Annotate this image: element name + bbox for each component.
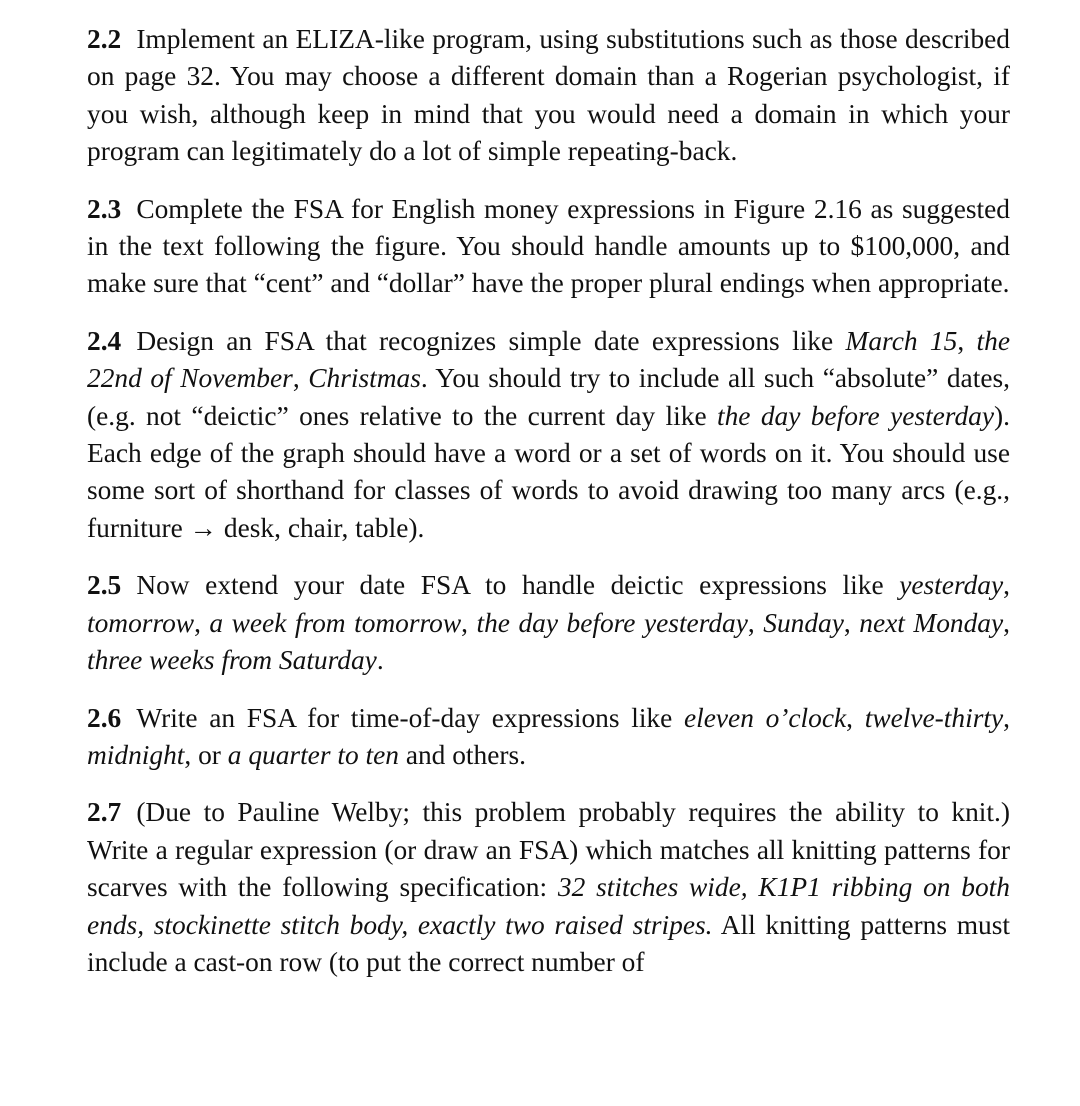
exercise-text: ,	[1003, 702, 1010, 733]
exercise-text: All knitting patterns must include a cast-on row (to put the correct number of	[87, 909, 1010, 977]
exercise-text: ,	[1003, 607, 1010, 638]
exercise-number: 2.7	[87, 797, 122, 828]
example-phrase: midnight	[87, 739, 185, 770]
example-phrase: eleven o’clock	[683, 702, 847, 733]
exercise-text: Now extend your date FSA to handle deictic expressions like	[136, 570, 900, 601]
exercise-text: ,	[747, 607, 764, 638]
exercise-2-5	[87, 567, 1010, 679]
exercise-text: ,	[292, 363, 309, 394]
specification-text: 32 stitches wide, K1P1 ribbing on both ends, stockinette stitch body, exactly two raised stripes.	[87, 872, 1010, 940]
example-phrase: the 22nd of November	[87, 325, 1011, 394]
example-phrase: three weeks from Saturday	[87, 645, 377, 676]
exercise-text: Write an FSA for time-of-day expressions like	[136, 702, 684, 733]
example-phrase: a week from tomorrow	[209, 607, 462, 638]
example-phrase: next Monday	[859, 607, 1004, 638]
exercise-text: , or	[184, 739, 228, 770]
example-phrase: a quarter to ten	[227, 739, 399, 770]
exercise-text: . You should try to include all such “absolute” dates, (e.g. not “deictic” ones relative to the current day like	[87, 363, 1010, 431]
example-phrase: the day before yesterday	[476, 607, 748, 638]
exercise-2-3	[87, 191, 1010, 303]
exercise-text: Implement an ELIZA-like program, using substitutions such as those described on page 32. You may choose a different domain than a Rogerian psychologist, if you wish, although keep in mind that you would need a domain in which your program can legitimately do a lot of simple repeating-back.	[87, 24, 1010, 167]
exercise-text: .	[376, 645, 384, 676]
exercise-text: ,	[957, 325, 977, 356]
example-phrase: Sunday	[763, 607, 844, 638]
exercise-text: ,	[461, 607, 477, 638]
exercise-text: ,	[846, 702, 865, 733]
exercise-text: and others.	[398, 739, 526, 770]
exercise-text: ,	[194, 607, 210, 638]
exercise-2-6	[87, 700, 1010, 775]
exercise-2-7	[87, 794, 1010, 981]
example-phrase: yesterday	[899, 570, 1004, 601]
example-phrase: tomorrow	[87, 607, 195, 638]
exercise-number: 2.4	[87, 325, 122, 356]
example-phrase: Christmas	[308, 363, 421, 394]
exercise-number: 2.2	[87, 24, 122, 54]
example-phrase: twelve-thirty	[864, 702, 1004, 733]
exercise-text: ). Each edge of the graph should have a word or a set of words on it. You should use some sort of shorthand for classes of words to avoid drawing too many arcs (e.g., furniture → desk, chair, table).	[87, 400, 1010, 543]
exercise-2-4	[87, 323, 1010, 547]
example-phrase: March 15	[845, 325, 958, 356]
exercise-number: 2.6	[87, 702, 122, 733]
exercise-text: ,	[1003, 570, 1010, 601]
exercise-2-2	[87, 21, 1010, 171]
exercise-number: 2.5	[87, 570, 122, 601]
exercise-number: 2.3	[87, 193, 122, 224]
example-phrase: the day before yesterday	[716, 400, 995, 431]
exercise-text: (Due to Pauline Welby; this problem probably requires the ability to knit.) Write a regular expression (or draw an FSA) which matches all knitting patterns for scarves with the following specification:	[87, 797, 1010, 903]
exercise-text: ,	[843, 607, 860, 638]
exercise-text: Complete the FSA for English money expressions in Figure 2.16 as suggested in the text following the figure. You should handle amounts up to $100,000, and make sure that “cent” and “dollar” have the proper plural endings when appropriate.	[87, 193, 1010, 299]
exercise-list	[87, 21, 1010, 981]
exercise-text: Design an FSA that recognizes simple date expressions like	[136, 325, 846, 356]
